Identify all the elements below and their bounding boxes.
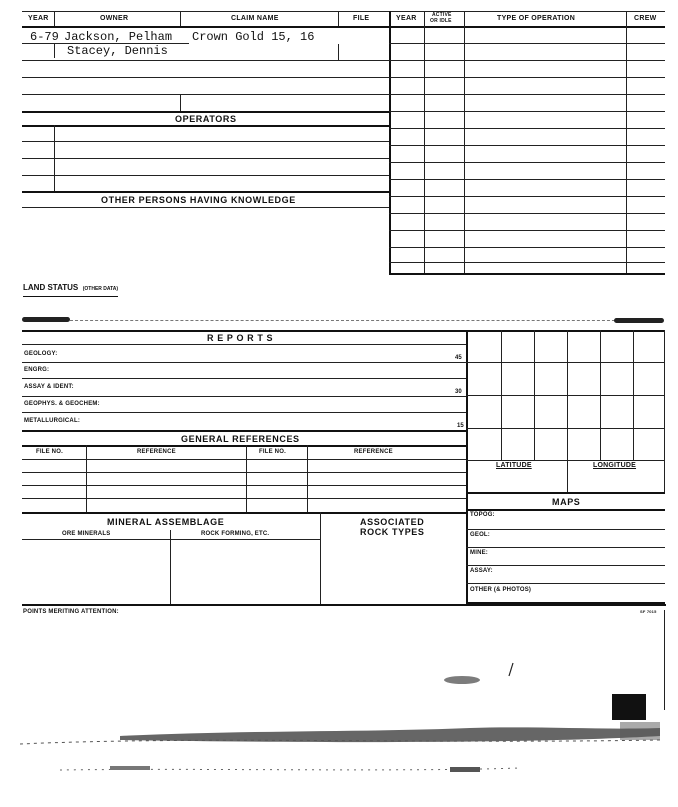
type-of-operation-header: TYPE OF OPERATION xyxy=(497,15,576,22)
pen-mark xyxy=(509,663,513,676)
owner-value-2: Stacey, Dennis xyxy=(67,44,168,58)
reports-title: R E P O R T S xyxy=(207,333,274,343)
mineral-assemblage-title: MINERAL ASSEMBLAGE xyxy=(107,517,225,527)
land-status xyxy=(23,277,118,297)
owner-value-1: Jackson, Pelham xyxy=(64,30,173,44)
assay-ident-label: ASSAY & IDENT: xyxy=(24,384,74,390)
general-references-title: GENERAL REFERENCES xyxy=(181,434,300,444)
rock-forming-label: ROCK FORMING, ETC. xyxy=(201,531,270,537)
active-header: ACTIVE xyxy=(432,12,452,18)
claim-name-header: CLAIM NAME xyxy=(231,15,279,22)
operators-title: OPERATORS xyxy=(175,114,237,124)
maps-title: MAPS xyxy=(552,497,581,507)
right-separator-mark xyxy=(614,318,664,323)
maps-topog: TOPOG: xyxy=(470,512,495,518)
year-value: 6-79 xyxy=(30,30,59,44)
rock-types-label: ROCK TYPES xyxy=(360,527,425,537)
file-header: FILE xyxy=(353,15,370,22)
assay-number: 30 xyxy=(455,389,462,395)
geology-number: 45 xyxy=(455,355,462,361)
maps-geol: GEOL: xyxy=(470,532,490,538)
smudge-far-right xyxy=(620,722,660,740)
crew-header: CREW xyxy=(634,15,657,22)
longitude-label: LONGITUDE xyxy=(593,462,637,469)
owner-header: OWNER xyxy=(100,15,129,22)
scan-noise xyxy=(0,640,678,807)
latitude-label: LATITUDE xyxy=(496,462,532,469)
year-header: YEAR xyxy=(28,15,49,22)
ref-reference-2: REFERENCE xyxy=(354,449,393,455)
idle-header: OR IDLE xyxy=(430,18,452,24)
ref-file-no-2: FILE NO. xyxy=(259,449,286,455)
black-square xyxy=(612,694,646,720)
left-separator-mark xyxy=(22,317,70,322)
engrg-label: ENGRG: xyxy=(24,367,50,373)
ref-file-no-1: FILE NO. xyxy=(36,449,63,455)
year-header-right: YEAR xyxy=(396,15,417,22)
points-meriting-attention-label: POINTS MERITING ATTENTION: xyxy=(23,609,119,615)
smudge-bottom-right xyxy=(450,767,480,772)
maps-other-photos: OTHER (& PHOTOS) xyxy=(470,587,532,593)
associated-label: ASSOCIATED xyxy=(360,517,425,527)
geophys-geochem-label: GEOPHYS. & GEOCHEM: xyxy=(24,401,100,407)
maps-mine: MINE: xyxy=(470,550,488,556)
form-code: SF 7015 xyxy=(640,609,657,614)
geology-label: GEOLOGY: xyxy=(24,351,58,357)
metallurgical-number: 15 xyxy=(457,423,464,429)
metallurgical-label: METALLURGICAL: xyxy=(24,418,81,424)
claim-name-value: Crown Gold 15, 16 xyxy=(192,30,315,44)
land-status-note: (OTHER DATA) xyxy=(82,286,119,292)
land-status-label: LAND STATUS xyxy=(23,283,79,292)
smudge-mid xyxy=(444,676,480,684)
ore-minerals-label: ORE MINERALS xyxy=(62,531,111,537)
maps-assay: ASSAY: xyxy=(470,568,493,574)
smudge-bottom-left xyxy=(110,766,150,770)
other-persons-title: OTHER PERSONS HAVING KNOWLEDGE xyxy=(101,195,296,205)
ref-reference-1: REFERENCE xyxy=(137,449,176,455)
streak-upper xyxy=(120,727,660,742)
